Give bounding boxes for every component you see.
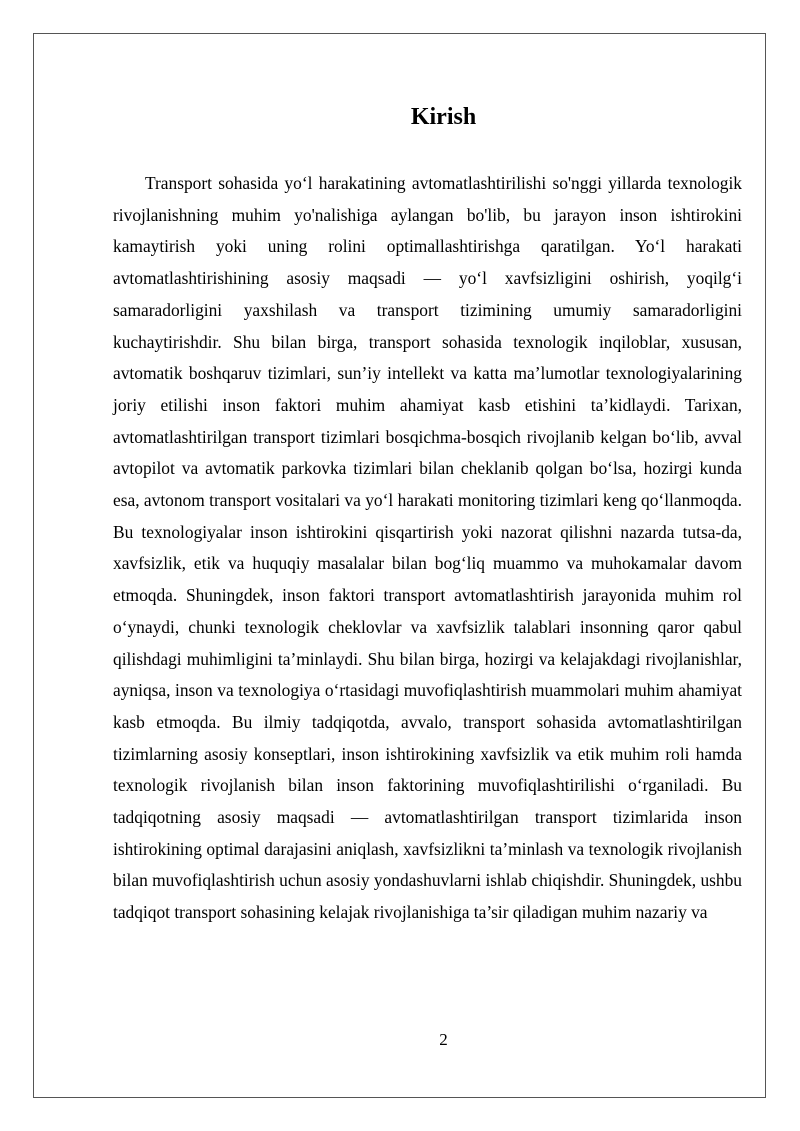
page-number: 2 <box>439 1030 448 1049</box>
body-paragraph: Transport sohasida yo‘l harakatining avtomatlashtirilishi so'nggi yillarda texnologik rivojlanishning muhim yo'nalishiga aylangan bo'lib, bu jarayon inson ishtirokini kamaytirish yoki uning rolini optimallashtirishga qaratilgan. Yo‘l harakati avtomatlashtirishining asosiy maqsadi — yo‘l xavfsizligini oshirish, yoqilg‘i samaradorligini yaxshilash va transport tizimining umumiy samaradorligini kuchaytirishdir. Shu bilan birga, transport sohasida texnologik inqiloblar, xususan, avtomatik boshqaruv tizimlari, sun’iy intellekt va katta ma’lumotlar texnologiyalarining joriy etilishi inson faktori muhim ahamiyat kasb etishini ta’kidlaydi. Tarixan, avtomatlashtirilgan transport tizimlari bosqichma-bosqich rivojlanib kelgan bo‘lib, avval avtopilot va avtomatik parkovka tizimlari bilan cheklanib qolgan bo‘lsa, hozirgi kunda esa, avtonom transport vositalari va yo‘l harakati monitoring tizimlari keng qo‘llanmoqda. Bu texnologiyalar inson ishtirokini qisqartirish yoki nazorat qilishni nazarda tutsa-da, xavfsizlik, etik va huquqiy masalalar bilan bog‘liq muammo va muhokamalar davom etmoqda. Shuningdek, inson faktori transport avtomatlashtirish jarayonida muhim rol o‘ynaydi, chunki texnologik cheklovlar va xavfsizlik talablari insonning qaror qabul qilishdagi muhimligini ta’minlaydi. Shu bilan birga, hozirgi va kelajakdagi rivojlanishlar, ayniqsa, inson va texnologiya o‘rtasidagi muvofiqlashtirish muammolari muhim ahamiyat kasb etmoqda. Bu ilmiy tadqiqotda, avvalo, transport sohasida avtomatlashtirilgan tizimlarning asosiy konseptlari, inson ishtirokining xavfsizlik va etik muhim roli hamda texnologik rivojlanish bilan inson faktorining muvofiqlashtirilishi o‘rganiladi. Bu tadqiqotning asosiy maqsadi — avtomatlashtirilgan transport tizimlarida inson ishtirokining optimal darajasini aniqlash, xavfsizlikni ta’minlash va texnologik rivojlanish bilan muvofiqlashtirish uchun asosiy yondashuvlarni ishlab chiqishdir. Shuningdek, ushbu tadqiqot transport sohasining kelajak rivojlanishiga ta’sir qiladigan muhim nazariy va <box>113 173 742 923</box>
page-title: Kirish <box>410 104 477 130</box>
